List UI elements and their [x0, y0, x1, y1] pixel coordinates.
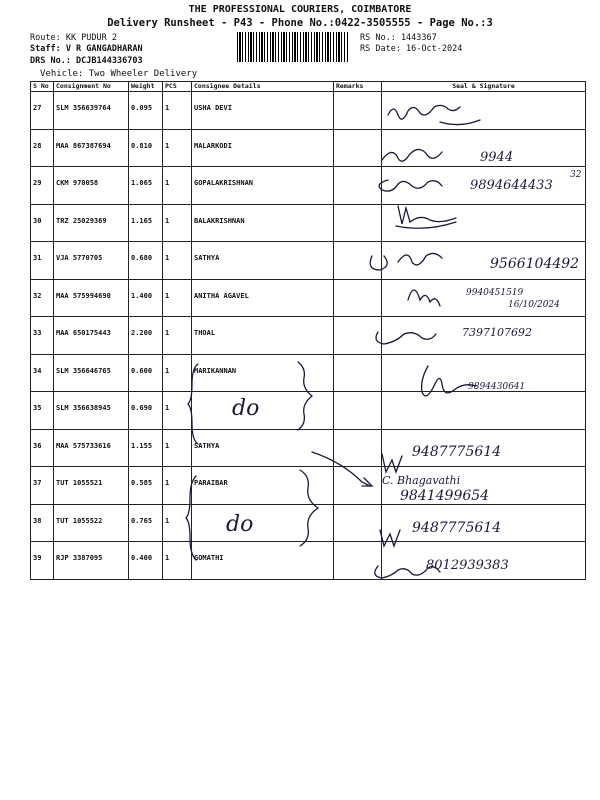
staff-label: Staff: V R GANGADHARAN [30, 44, 143, 54]
signature-38-scribble [380, 530, 400, 546]
table-row: 31 VJA 5770705 0.680 1 SATHYA [31, 242, 586, 280]
signature-31-scribble [370, 253, 442, 270]
col-remarks: Remarks [334, 82, 382, 92]
handwritten-phone-35: 9894430641 [468, 382, 526, 392]
brace-left-37-38 [186, 476, 196, 560]
handwritten-phone-29-extra: 32 [570, 170, 582, 180]
handwritten-phone-31: 9566104492 [490, 256, 580, 272]
handwritten-date-32: 16/10/2024 [508, 300, 560, 310]
ditto-mark-34-35: do [232, 396, 260, 421]
arrow-line [312, 452, 370, 486]
signature-36-scribble [382, 454, 402, 472]
runsheet-subtitle: Delivery Runsheet - P43 - Phone No.:0422-3505555 - Page No.:3 [107, 17, 493, 29]
table-row: 38 TUT 1055522 0.765 1 [31, 504, 586, 542]
rs-date: RS Date: 16-Oct-2024 [360, 44, 463, 54]
table-row: 30 TRZ 25029369 1.165 1 BALAKRISHNAN [31, 204, 586, 242]
table-row: 34 SLM 356646765 0.600 1 MARIKANNAN [31, 354, 586, 392]
table-row: 37 TUT 1055521 0.585 1 PARAIBAR [31, 467, 586, 505]
signature-32-scribble [408, 290, 440, 306]
signature-30-scribble [398, 206, 456, 224]
brace-right-37-38 [300, 470, 318, 546]
handwritten-phone-39: 8012939383 [426, 558, 509, 573]
brace-left-34-35 [188, 364, 198, 444]
table-row: 35 SLM 356638945 0.690 1 [31, 392, 586, 430]
signature-27-scribble [388, 105, 460, 119]
route-label: Route: KK PUDUR 2 [30, 33, 117, 43]
handwritten-phone-32: 9940451519 [466, 288, 524, 298]
signature-27-underline [440, 120, 480, 125]
col-weight: Weight [129, 82, 163, 92]
table-row: 36 MAA 575733616 1.155 1 SATHYA [31, 429, 586, 467]
signature-33-scribble [376, 332, 436, 344]
handwritten-phone-36: 9487775614 [412, 444, 502, 460]
col-consignee: Consignee Details [192, 82, 334, 92]
col-seal: Seal & Signature [382, 82, 586, 92]
brace-right-34-35 [298, 362, 312, 430]
signature-30-underline [396, 222, 456, 228]
signature-29-scribble [379, 180, 442, 191]
table-row: 39 RJP 3387095 0.400 1 GOMATHI [31, 542, 586, 580]
company-title: THE PROFESSIONAL COURIERS, COIMBATORE [188, 4, 412, 15]
handwritten-phone-33: 7397107692 [462, 326, 532, 339]
table-row: 33 MAA 650175443 2.200 1 THOAL [31, 317, 586, 355]
ditto-mark-37-38: do [226, 512, 254, 537]
handwritten-phone-38: 9487775614 [412, 520, 502, 536]
vehicle-label: Vehicle: Two Wheeler Delivery [40, 69, 198, 79]
signature-28-scribble [382, 149, 442, 161]
drs-label: DRS No.: DCJB144336703 [30, 56, 143, 66]
table-row: 27 SLM 356639764 0.095 1 USHA DEVI [31, 92, 586, 130]
table-row: 32 MAA 575994690 1.400 1 ANITHA AGAVEL [31, 279, 586, 317]
col-pcs: PCS [163, 82, 192, 92]
table-row: 28 MAA 867387694 0.810 1 MALARKODI [31, 129, 586, 167]
handwritten-phone-28: 9944 [480, 150, 514, 165]
table-row: 29 CKM 970058 1.065 1 GOPALAKRISHNAN [31, 167, 586, 205]
handwritten-phone-29: 9894644433 [470, 178, 553, 193]
col-sno: S No [31, 82, 54, 92]
handwritten-signature-37: C. Bhagavathi [382, 474, 461, 487]
handwritten-phone-37: 9841499654 [400, 488, 490, 504]
col-consignment: Consignment No [54, 82, 129, 92]
rs-number: RS No.: 1443367 [360, 33, 437, 43]
